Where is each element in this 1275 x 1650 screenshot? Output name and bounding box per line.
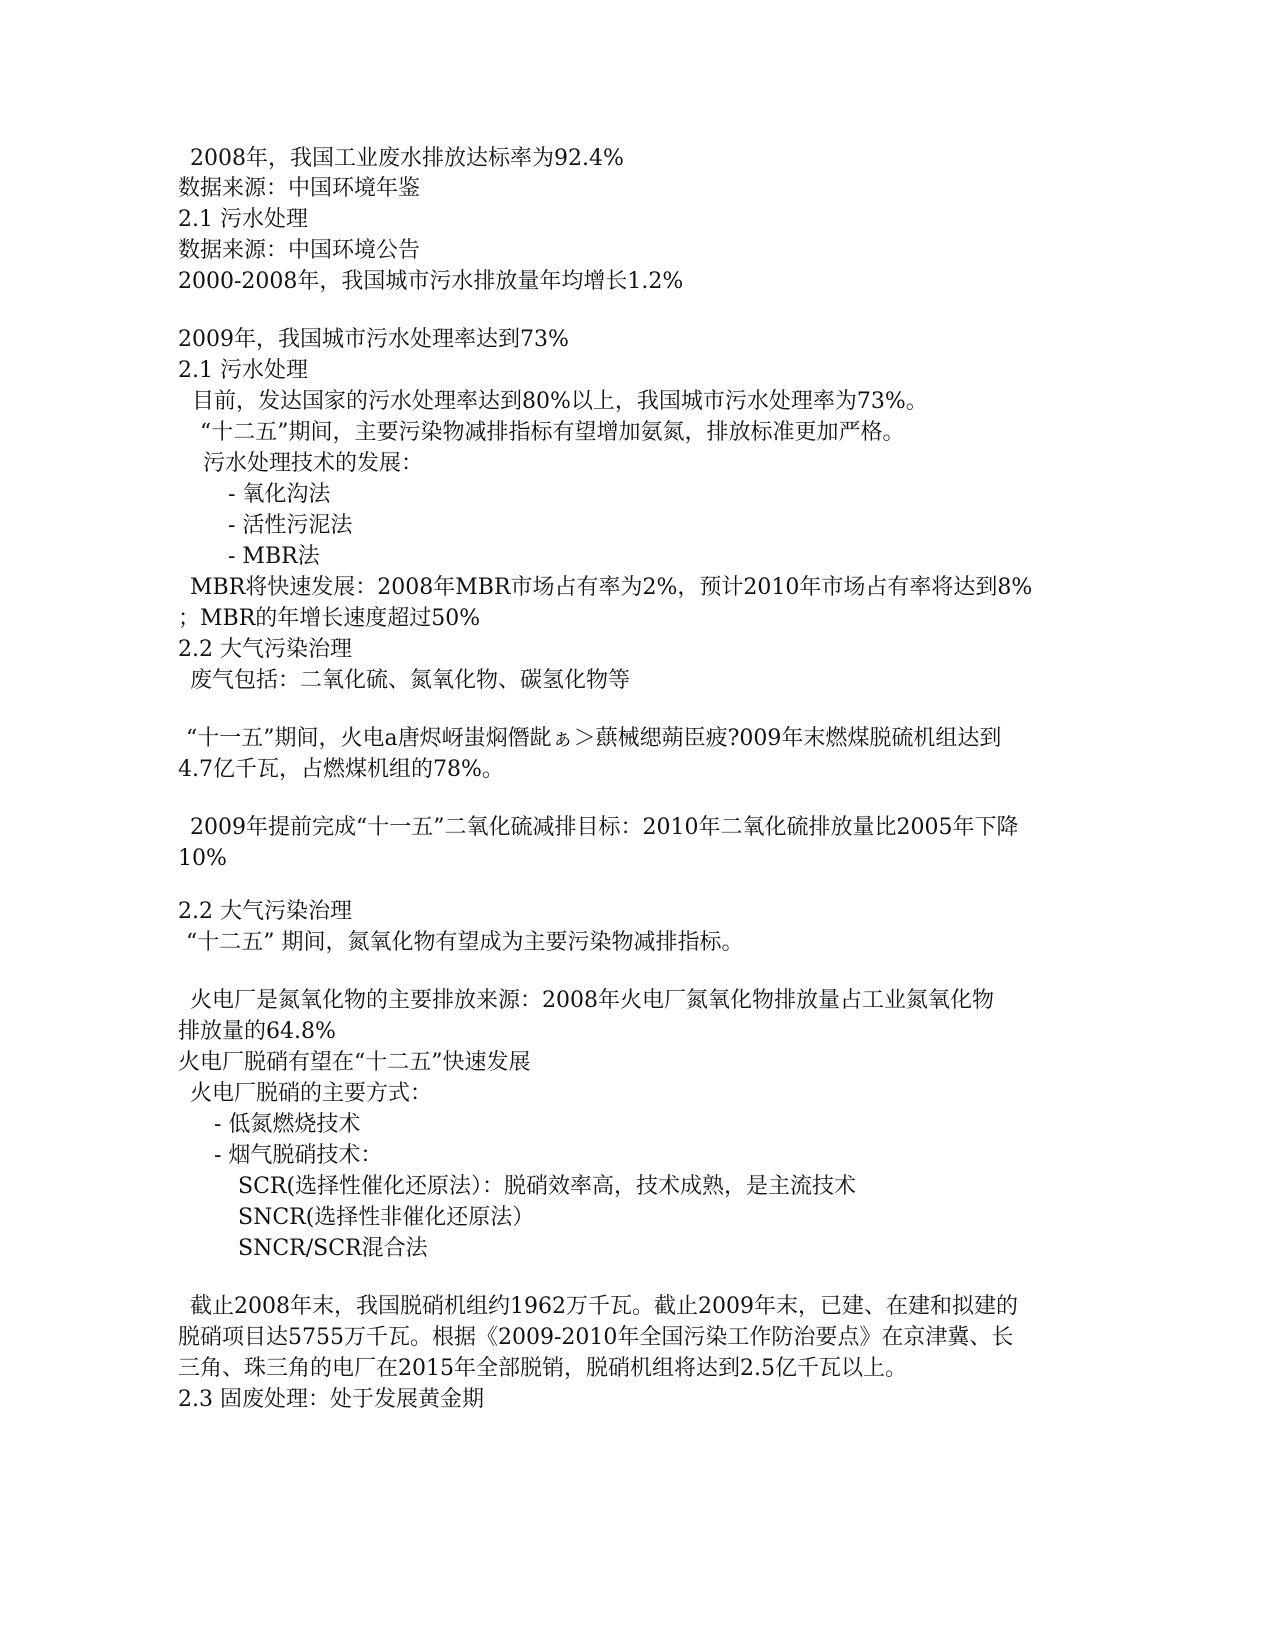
text-line: 2000-2008年，我国城市污水排放量年均增长1.2% xyxy=(178,269,684,294)
text-line: 2009年，我国城市污水处理率达到73% xyxy=(178,327,569,352)
text-line: 2009年提前完成“十一五”二氧化硫减排目标：2010年二氧化硫排放量比2005年下降 xyxy=(190,815,1019,840)
text-line: 数据来源：中国环境年鉴 xyxy=(178,176,421,201)
list-item: - 低氮燃烧技术 xyxy=(214,1112,361,1137)
text-line: 污水处理技术的发展： xyxy=(203,451,424,476)
text-line: 废气包括：二氧化硫、氮氧化物、碳氢化物等 xyxy=(190,668,631,693)
text-line: 脱硝项目达5755万千瓦。根据《2009-2010年全国污染工作防治要点》在京津冀、长 xyxy=(178,1325,1014,1350)
list-item: - 活性污泥法 xyxy=(228,513,353,538)
list-subitem: SNCR/SCR混合法 xyxy=(238,1236,428,1261)
text-line: MBR将快速发展：2008年MBR市场占有率为2%，预计2010年市场占有率将达到8% xyxy=(190,575,1033,600)
list-item: - 烟气脱硝技术： xyxy=(214,1143,383,1168)
text-line: “十一五”期间，火电a唐烬岈蚩焖僭龀ぁ＞蕻械缌蒴臣疲?009年末燃煤脱硫机组达到 xyxy=(186,726,1002,751)
text-line: 2008年，我国工业废水排放达标率为92.4% xyxy=(190,146,624,171)
text-line: ；MBR的年增长速度超过50% xyxy=(178,606,481,631)
text-line: 火电厂是氮氧化物的主要排放来源：2008年火电厂氮氧化物排放量占工业氮氧化物 xyxy=(190,988,994,1013)
list-subitem: SCR(选择性催化还原法）：脱硝效率高，技术成熟，是主流技术 xyxy=(238,1174,857,1199)
text-line: 数据来源：中国环境公告 xyxy=(178,238,421,263)
text-line: “十二五” 期间，氮氧化物有望成为主要污染物减排指标。 xyxy=(186,930,744,955)
text-line: 4.7亿千瓦，占燃煤机组的78%。 xyxy=(178,757,504,782)
text-line: 三角、珠三角的电厂在2015年全部脱销，脱硝机组将达到2.5亿千瓦以上。 xyxy=(178,1356,907,1381)
section-heading: 2.1 污水处理 xyxy=(178,358,308,383)
list-subitem: SNCR(选择性非催化还原法） xyxy=(238,1205,535,1230)
text-line: 排放量的64.8% xyxy=(178,1019,336,1044)
section-heading: 2.3 固废处理：处于发展黄金期 xyxy=(178,1387,484,1412)
list-item: - MBR法 xyxy=(228,544,320,569)
text-line: 火电厂脱硝的主要方式： xyxy=(190,1081,433,1106)
section-heading: 2.2 大气污染治理 xyxy=(178,899,352,924)
section-heading: 2.2 大气污染治理 xyxy=(178,637,352,662)
text-line: 火电厂脱硝有望在“十二五”快速发展 xyxy=(178,1050,531,1075)
text-line: 目前，发达国家的污水处理率达到80%以上，我国城市污水处理率为73%。 xyxy=(192,389,928,414)
text-line: 截止2008年末，我国脱硝机组约1962万千瓦。截止2009年末，已建、在建和拟建的 xyxy=(190,1294,1018,1319)
text-line: 10% xyxy=(178,846,227,871)
text-line: “十二五”期间，主要污染物减排指标有望增加氨氮，排放标准更加严格。 xyxy=(200,420,905,445)
list-item: - 氧化沟法 xyxy=(228,482,331,507)
section-heading: 2.1 污水处理 xyxy=(178,207,308,232)
